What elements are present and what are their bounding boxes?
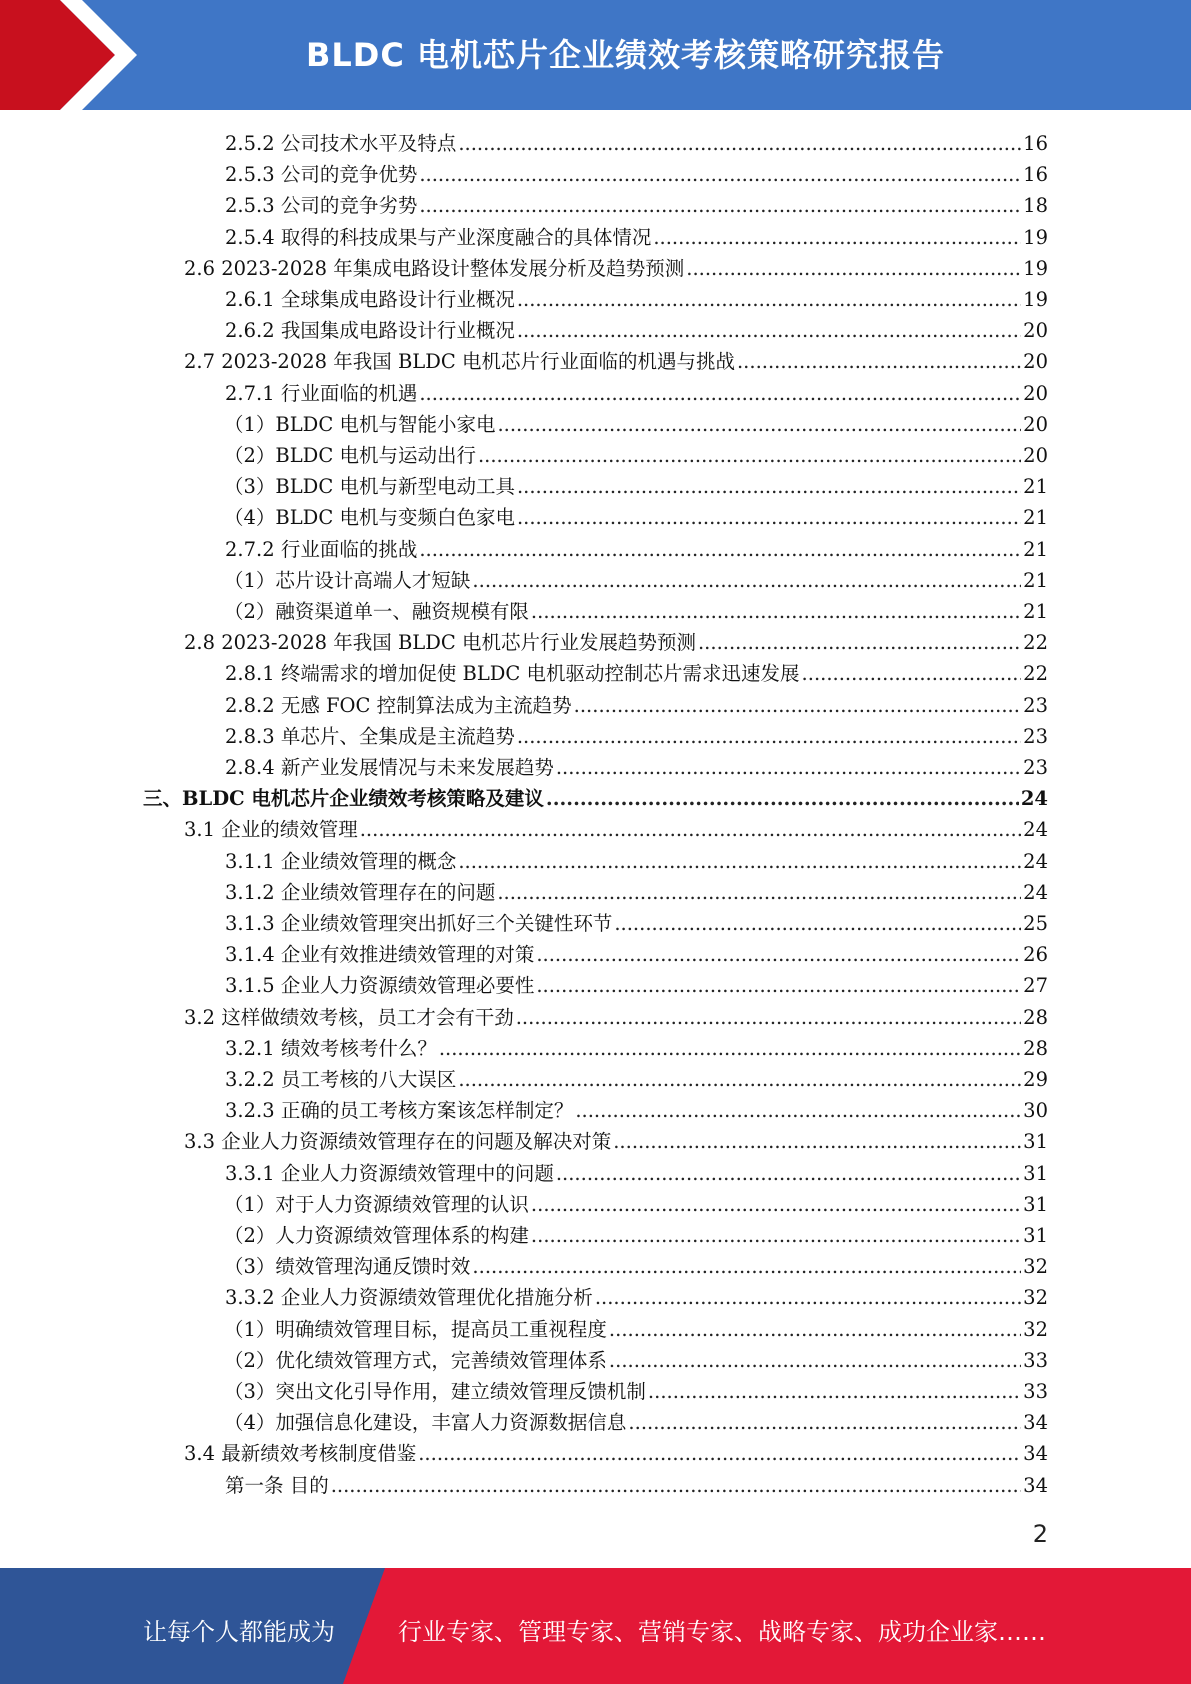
toc-entry[interactable] [225, 284, 1048, 315]
toc-leader-dots [517, 725, 1021, 748]
toc-entry-label: 3.3.1 企业人力资源绩效管理中的问题 [225, 1161, 554, 1185]
toc-entry-label: 2.8.2 无感 FOC 控制算法成为主流趋势 [225, 693, 572, 717]
toc-entry-page: 16 [1023, 163, 1048, 187]
toc-entry-page: 25 [1023, 912, 1048, 935]
toc-leader-dots [472, 569, 1021, 592]
toc-entry-label: （1）BLDC 电机与智能小家电 [224, 412, 496, 436]
toc-entry-label: 3.3 企业人力资源绩效管理存在的问题及解决对策 [184, 1130, 612, 1154]
toc-leader-dots [575, 1099, 1021, 1122]
toc-entry[interactable] [225, 1033, 1048, 1064]
toc-leader-dots [609, 1318, 1021, 1341]
toc-entry-page: 19 [1023, 225, 1048, 249]
toc-entry-label: （4）BLDC 电机与变频白色家电 [224, 506, 515, 530]
footer-slogan-right: 行业专家、管理专家、营销专家、战略专家、成功企业家…… [398, 1618, 1046, 1646]
toc-leader-dots [531, 1224, 1021, 1247]
toc-leader-dots [595, 1286, 1021, 1309]
toc-entry-label: 2.5.3 公司的竞争劣势 [225, 194, 418, 218]
page-header [0, 0, 1191, 110]
toc-entry-label: 2.8.3 单芯片、全集成是主流趋势 [225, 724, 515, 748]
toc-entry-label: 2.5.4 取得的科技成果与产业深度融合的具体情况 [225, 225, 652, 249]
toc-entry[interactable] [225, 908, 1048, 939]
toc-leader-dots [360, 818, 1021, 841]
toc-entry-label: 3.1.1 企业绩效管理的概念 [225, 849, 457, 873]
toc-entry-label: 2.6.1 全球集成电路设计行业概况 [225, 288, 515, 311]
toc-entry-label: （2）人力资源绩效管理体系的构建 [224, 1224, 529, 1247]
toc-entry-label: 2.5.3 公司的竞争优势 [225, 163, 418, 187]
toc-entry-page: 22 [1023, 631, 1048, 655]
toc-entry[interactable] [184, 346, 1048, 377]
toc-entry-label: （3）绩效管理沟通反馈时效 [224, 1255, 471, 1279]
toc-entry[interactable] [225, 846, 1048, 877]
toc-entry[interactable] [184, 1438, 1048, 1469]
toc-entry-page: 31 [1023, 1161, 1048, 1185]
toc-leader-dots [458, 850, 1021, 873]
toc-leader-dots [517, 475, 1021, 498]
toc-leader-dots [628, 1411, 1021, 1434]
toc-entry-page: 19 [1023, 288, 1048, 311]
report-title: BLDC 电机芯片企业绩效考核策略研究报告 [306, 36, 945, 74]
toc-entry-label: 3.1.2 企业绩效管理存在的问题 [225, 880, 496, 904]
toc-entry[interactable] [224, 1189, 1048, 1220]
toc-leader-dots [531, 1193, 1021, 1216]
toc-entry-page: 21 [1023, 568, 1048, 592]
toc-entry[interactable] [225, 315, 1048, 346]
toc-entry[interactable] [184, 1126, 1048, 1157]
toc-entry[interactable] [225, 721, 1048, 752]
toc-leader-dots [517, 319, 1021, 342]
toc-leader-dots [516, 1006, 1021, 1029]
toc-entry[interactable] [225, 690, 1048, 721]
toc-entry[interactable] [225, 1095, 1048, 1126]
toc-leader-dots [556, 756, 1021, 779]
toc-leader-dots [613, 1130, 1021, 1153]
toc-entry-label: （2）融资渠道单一、融资规模有限 [224, 600, 529, 623]
toc-entry-label: 3.2.2 员工考核的八大误区 [225, 1068, 457, 1091]
toc-entry-page: 24 [1023, 880, 1048, 904]
toc-entry[interactable] [225, 1470, 1048, 1501]
toc-entry-page: 23 [1023, 693, 1048, 717]
toc-entry-label: 3.3.2 企业人力资源绩效管理优化措施分析 [225, 1286, 593, 1310]
toc-entry[interactable] [225, 1064, 1048, 1095]
toc-entry[interactable] [225, 1158, 1048, 1189]
toc-entry-label: （1）明确绩效管理目标，提高员工重视程度 [224, 1317, 607, 1341]
toc-entry[interactable] [225, 1282, 1048, 1313]
toc-entry-page: 23 [1023, 756, 1048, 779]
toc-leader-dots [698, 631, 1021, 654]
toc-leader-dots [653, 226, 1021, 249]
toc-entry[interactable] [224, 502, 1048, 533]
toc-entry[interactable] [225, 534, 1048, 565]
toc-leader-dots [419, 194, 1021, 217]
toc-entry-page: 34 [1023, 1411, 1048, 1435]
toc-entry-page: 26 [1023, 943, 1048, 967]
toc-entry[interactable] [225, 128, 1048, 159]
toc-leader-dots [478, 444, 1021, 467]
toc-entry-page: 19 [1023, 256, 1048, 280]
toc-entry[interactable] [224, 596, 1048, 627]
toc-entry-label: 3.1.5 企业人力资源绩效管理必要性 [225, 974, 535, 998]
toc-entry[interactable] [184, 627, 1048, 658]
toc-leader-dots [419, 382, 1021, 405]
toc-leader-dots [531, 600, 1021, 623]
toc-entry[interactable] [224, 409, 1048, 440]
toc-entry-page: 21 [1023, 506, 1048, 530]
toc-entry[interactable] [224, 1345, 1048, 1376]
toc-entry[interactable] [224, 1220, 1048, 1251]
toc-entry-label: 2.6.2 我国集成电路设计行业概况 [225, 319, 515, 343]
toc-entry-page: 34 [1023, 1473, 1048, 1497]
toc-entry[interactable] [224, 1376, 1048, 1407]
toc-leader-dots [331, 1474, 1021, 1497]
toc-entry[interactable] [225, 658, 1048, 689]
toc-entry[interactable] [225, 378, 1048, 409]
toc-entry-page: 32 [1023, 1255, 1048, 1279]
toc-entry-label: （1）对于人力资源绩效管理的认识 [224, 1192, 529, 1216]
toc-leader-dots [517, 288, 1021, 311]
toc-leader-dots [419, 538, 1021, 561]
footer-slogan-left: 让每个人都能成为 [143, 1618, 335, 1646]
toc-leader-dots [497, 881, 1021, 904]
toc-leader-dots [574, 694, 1022, 717]
toc-entry-label: 2.8.4 新产业发展情况与未来发展趋势 [225, 756, 554, 779]
toc-entry-page: 30 [1023, 1099, 1048, 1123]
toc-entry-label: 2.7 2023-2028 年我国 BLDC 电机芯片行业面临的机遇与挑战 [184, 350, 735, 374]
toc-leader-dots [458, 1068, 1021, 1091]
toc-entry-page: 24 [1020, 787, 1048, 811]
toc-entry-label: （4）加强信息化建设，丰富人力资源数据信息 [224, 1411, 627, 1435]
toc-leader-dots [737, 350, 1021, 373]
toc-entry-page: 20 [1023, 412, 1048, 436]
toc-entry-label: 第一条 目的 [225, 1473, 329, 1497]
toc-entry-label: （3）BLDC 电机与新型电动工具 [224, 475, 515, 499]
toc-entry[interactable] [184, 253, 1048, 284]
toc-entry-label: 2.7.2 行业面临的挑战 [225, 537, 418, 561]
toc-entry-page: 31 [1023, 1224, 1048, 1247]
toc-entry-page: 31 [1023, 1130, 1048, 1154]
toc-entry-page: 21 [1023, 537, 1048, 561]
toc-leader-dots [609, 1349, 1021, 1372]
toc-leader-dots [536, 943, 1021, 966]
toc-entry-page: 16 [1023, 132, 1048, 155]
toc-leader-dots [614, 912, 1021, 935]
toc-entry[interactable] [225, 939, 1048, 970]
toc-entry-label: 2.7.1 行业面临的机遇 [225, 381, 418, 405]
toc-entry[interactable] [225, 752, 1048, 783]
toc-leader-dots [556, 1162, 1021, 1185]
toc-entry-page: 28 [1023, 1005, 1048, 1029]
toc-entry-page: 20 [1023, 444, 1048, 467]
toc-entry-page: 20 [1023, 319, 1048, 343]
toc-leader-dots [472, 1255, 1021, 1278]
toc-leader-dots [802, 662, 1022, 685]
toc-entry[interactable] [225, 970, 1048, 1001]
toc-entry[interactable] [184, 814, 1048, 845]
toc-entry-page: 24 [1023, 849, 1048, 873]
toc-entry-label: （3）突出文化引导作用，建立绩效管理反馈机制 [224, 1380, 646, 1403]
toc-entry-page: 20 [1023, 381, 1048, 405]
toc-entry-page: 33 [1023, 1348, 1048, 1372]
toc-entry-label: 2.8.1 终端需求的增加促使 BLDC 电机驱动控制芯片需求迅速发展 [225, 662, 800, 686]
toc-leader-dots [517, 506, 1021, 529]
toc-entry-page: 33 [1023, 1380, 1048, 1403]
toc-leader-dots [546, 787, 1019, 810]
toc-entry[interactable] [184, 1002, 1048, 1033]
toc-leader-dots [536, 974, 1021, 997]
page-number: 2 [1032, 1520, 1048, 1548]
toc-entry-label: （2）BLDC 电机与运动出行 [224, 444, 476, 467]
toc-entry[interactable] [224, 1251, 1048, 1282]
toc-entry-page: 24 [1023, 818, 1048, 842]
toc-entry-label: 3.4 最新绩效考核制度借鉴 [184, 1442, 417, 1466]
toc-leader-dots [686, 257, 1021, 280]
toc-leader-dots [458, 132, 1021, 155]
toc-leader-dots [648, 1380, 1021, 1403]
toc-entry-label: 2.6 2023-2028 年集成电路设计整体发展分析及趋势预测 [184, 256, 685, 280]
toc-entry-label: 3.2 这样做绩效考核，员工才会有干劲 [184, 1005, 514, 1029]
toc-entry-page: 21 [1023, 600, 1048, 623]
toc-entry-label: 2.5.2 公司技术水平及特点 [225, 132, 457, 155]
toc-entry[interactable] [224, 565, 1048, 596]
page-footer [0, 1568, 1191, 1684]
toc-entry-label: 3.1.3 企业绩效管理突出抓好三个关键性环节 [225, 912, 613, 935]
toc-entry-label: 3.2.3 正确的员工考核方案该怎样制定？ [225, 1099, 574, 1123]
toc-entry[interactable] [224, 1407, 1048, 1438]
toc-entry[interactable] [224, 471, 1048, 502]
toc-entry[interactable] [143, 783, 1048, 814]
toc-entry-label: （1）芯片设计高端人才短缺 [224, 568, 471, 592]
toc-entry-page: 22 [1023, 662, 1048, 686]
toc-entry-page: 34 [1023, 1442, 1048, 1466]
toc-entry-page: 28 [1023, 1036, 1048, 1060]
toc-entry-page: 29 [1023, 1068, 1048, 1091]
toc-leader-dots [439, 1037, 1021, 1060]
toc-entry-page: 32 [1023, 1286, 1048, 1310]
toc-entry-page: 32 [1023, 1317, 1048, 1341]
toc-entry[interactable] [225, 190, 1048, 221]
toc-entry[interactable] [225, 159, 1048, 190]
toc-entry-page: 21 [1023, 475, 1048, 499]
toc-entry-page: 18 [1023, 194, 1048, 218]
toc-entry-label: 3.1.4 企业有效推进绩效管理的对策 [225, 943, 535, 967]
toc-entry[interactable] [224, 440, 1048, 471]
toc-entry-page: 20 [1023, 350, 1048, 374]
toc-leader-dots [419, 163, 1021, 186]
toc-entry-page: 27 [1023, 974, 1048, 998]
toc-entry[interactable] [225, 877, 1048, 908]
toc-entry[interactable] [225, 222, 1048, 253]
toc-entry-label: 3.2.1 绩效考核考什么？ [225, 1036, 437, 1060]
toc-leader-dots [497, 413, 1021, 436]
toc-leader-dots [418, 1442, 1021, 1465]
toc-entry-page: 23 [1023, 724, 1048, 748]
toc-entry-label: 2.8 2023-2028 年我国 BLDC 电机芯片行业发展趋势预测 [184, 631, 696, 655]
toc-entry[interactable] [224, 1314, 1048, 1345]
toc-entry-label: （2）优化绩效管理方式，完善绩效管理体系 [224, 1348, 607, 1372]
toc-entry-label: 三、BLDC 电机芯片企业绩效考核策略及建议 [143, 787, 544, 811]
toc-entry-page: 31 [1023, 1192, 1048, 1216]
toc-entry-label: 3.1 企业的绩效管理 [184, 818, 358, 842]
